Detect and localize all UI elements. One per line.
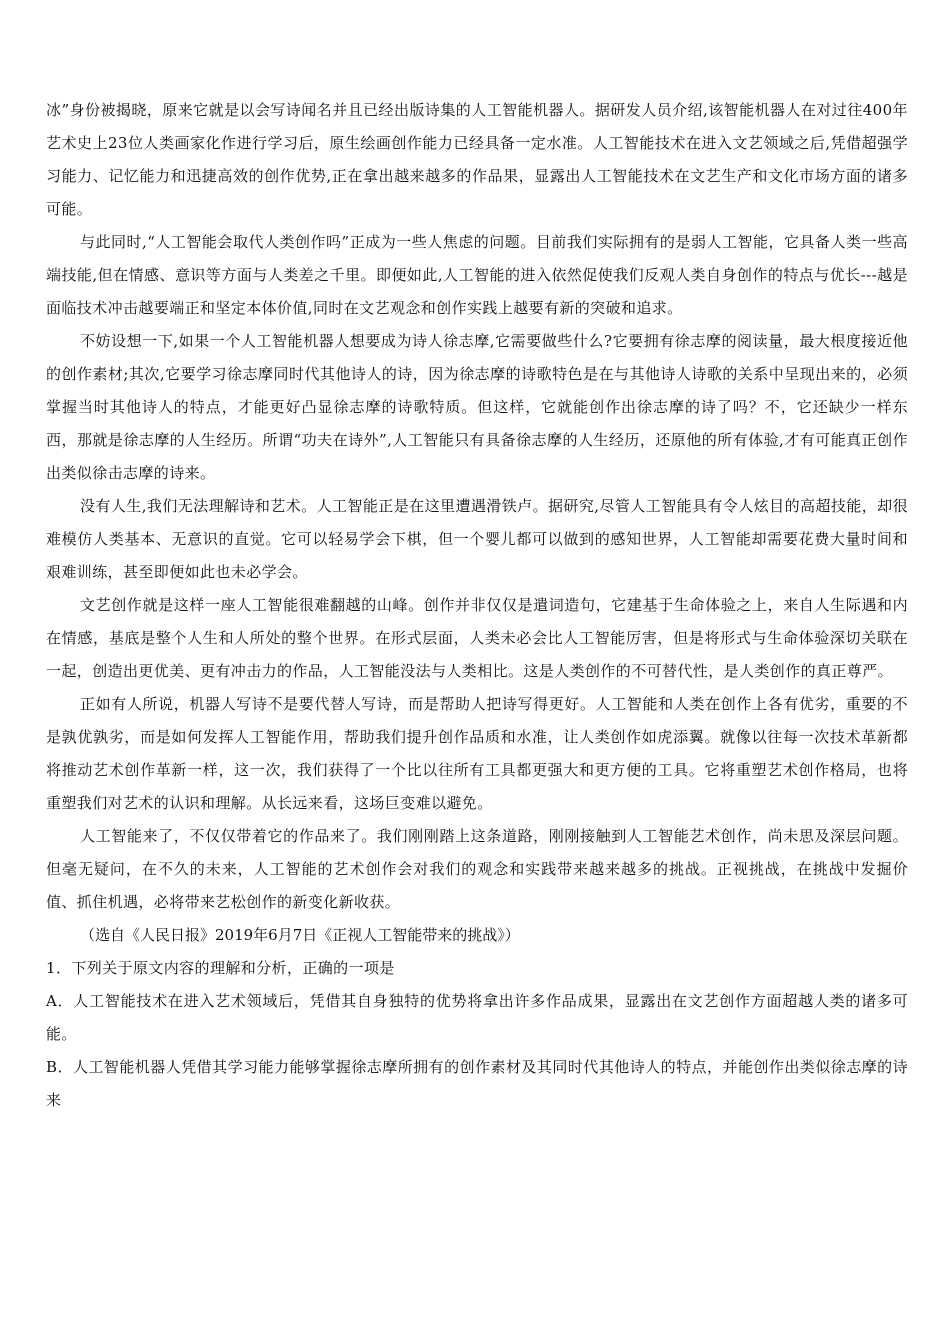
- article-paragraph-4: 没有人生,我们无法理解诗和艺术。人工智能正是在这里遭遇滑铁卢。据研究,尽管人工智能具有令人炫目的高超技能，却很难模仿人类基本、无意识的直觉。它可以轻易学会下棋，但一个婴儿都可以做到的感知世界，人工智能却需要花费大量时间和艰难训练，甚至即便如此也未必学会。: [46, 497, 908, 581]
- option-a: A．人工智能技术在进入艺术领域后，凭借其自身独特的优势将拿出许多作品成果，显露出在文艺创作方面超越人类的诸多可能。: [46, 992, 908, 1043]
- question-stem: 1．下列关于原文内容的理解和分析，正确的一项是: [46, 959, 395, 977]
- document-page: [46, 94, 908, 1117]
- article-paragraph-6: 正如有人所说，机器人写诗不是要代替人写诗，而是帮助人把诗写得更好。人工智能和人类在创作上各有优劣，重要的不是孰优孰劣，而是如何发挥人工智能作用，帮助我们提升创作品质和水准，让人类创作如虎添翼。就像以往每一次技术革新都将推动艺术创作革新一样，这一次，我们获得了一个比以往所有工具都更强大和更方便的工具。它将重塑艺术创作格局，也将重塑我们对艺术的认识和理解。从长远来看，这场巨变难以避免。: [46, 695, 908, 812]
- article-paragraph-2: 与此同时,“人工智能会取代人类创作吗”正成为一些人焦虑的问题。目前我们实际拥有的是弱人工智能，它具备人类一些高端技能,但在情感、意识等方面与人类差之千里。即便如此,人工智能的进入依然促使我们反观人类自身创作的特点与优长---越是面临技术冲击越要端正和坚定本体价值,同时在文艺观念和创作实践上越要有新的突破和追求。: [46, 233, 908, 317]
- option-b: B．人工智能机器人凭借其学习能力能够掌握徐志摩所拥有的创作素材及其同时代其他诗人的特点，并能创作出类似徐志摩的诗来: [46, 1058, 908, 1109]
- article-paragraph-7: 人工智能来了，不仅仅带着它的作品来了。我们刚刚踏上这条道路，刚刚接触到人工智能艺术创作，尚未思及深层问题。但毫无疑问，在不久的未来，人工智能的艺术创作会对我们的观念和实践带来越来越多的挑战。正视挑战，在挑战中发掘价值、抓住机遇，必将带来艺松创作的新变化新收获。: [46, 827, 908, 911]
- article-paragraph-3: 不妨设想一下,如果一个人工智能机器人想要成为诗人徐志摩,它需要做些什么?它要拥有徐志摩的阅读量，最大根度接近他的创作素材;其次,它要学习徐志摩同时代其他诗人的诗，因为徐志摩的诗歌特色是在与其他诗人诗歌的关系中呈现出来的，必须掌握当时其他诗人的特点，才能更好凸显徐志摩的诗歌特质。但这样，它就能创作出徐志摩的诗了吗？不，它还缺少一样东西，那就是徐志摩的人生经历。所谓“功夫在诗外”,人工智能只有具备徐志摩的人生经历，还原他的所有体验,才有可能真正创作出类似徐击志摩的诗来。: [46, 332, 908, 482]
- article-paragraph-5: 文艺创作就是这样一座人工智能很难翻越的山峰。创作并非仅仅是遣词造句，它建基于生命体验之上，来自人生际遇和内在情感，基底是整个人生和人所处的整个世界。在形式层面，人类未必会比人工智能厉害，但是将形式与生命体验深切关联在一起，创造出更优美、更有冲击力的作品，人工智能没法与人类相比。这是人类创作的不可替代性，是人类创作的真正尊严。: [46, 596, 908, 680]
- article-source: （选自《人民日报》2019年6月7日《正视人工智能带来的挑战》）: [80, 926, 520, 944]
- article-paragraph-1: 冰”身份被揭晓，原来它就是以会写诗闻名并且已经出版诗集的人工智能机器人。据研发人员介绍,该智能机器人在对过往400年艺术史上23位人类画家化作进行学习后，原生绘画创作能力已经具备一定水准。人工智能技术在进入文艺领域之后,凭借超强学习能力、记忆能力和迅捷高效的创作优势,正在拿出越来越多的作品果，显露出人工智能技术在文艺生产和文化市场方面的诸多可能。: [46, 101, 908, 218]
